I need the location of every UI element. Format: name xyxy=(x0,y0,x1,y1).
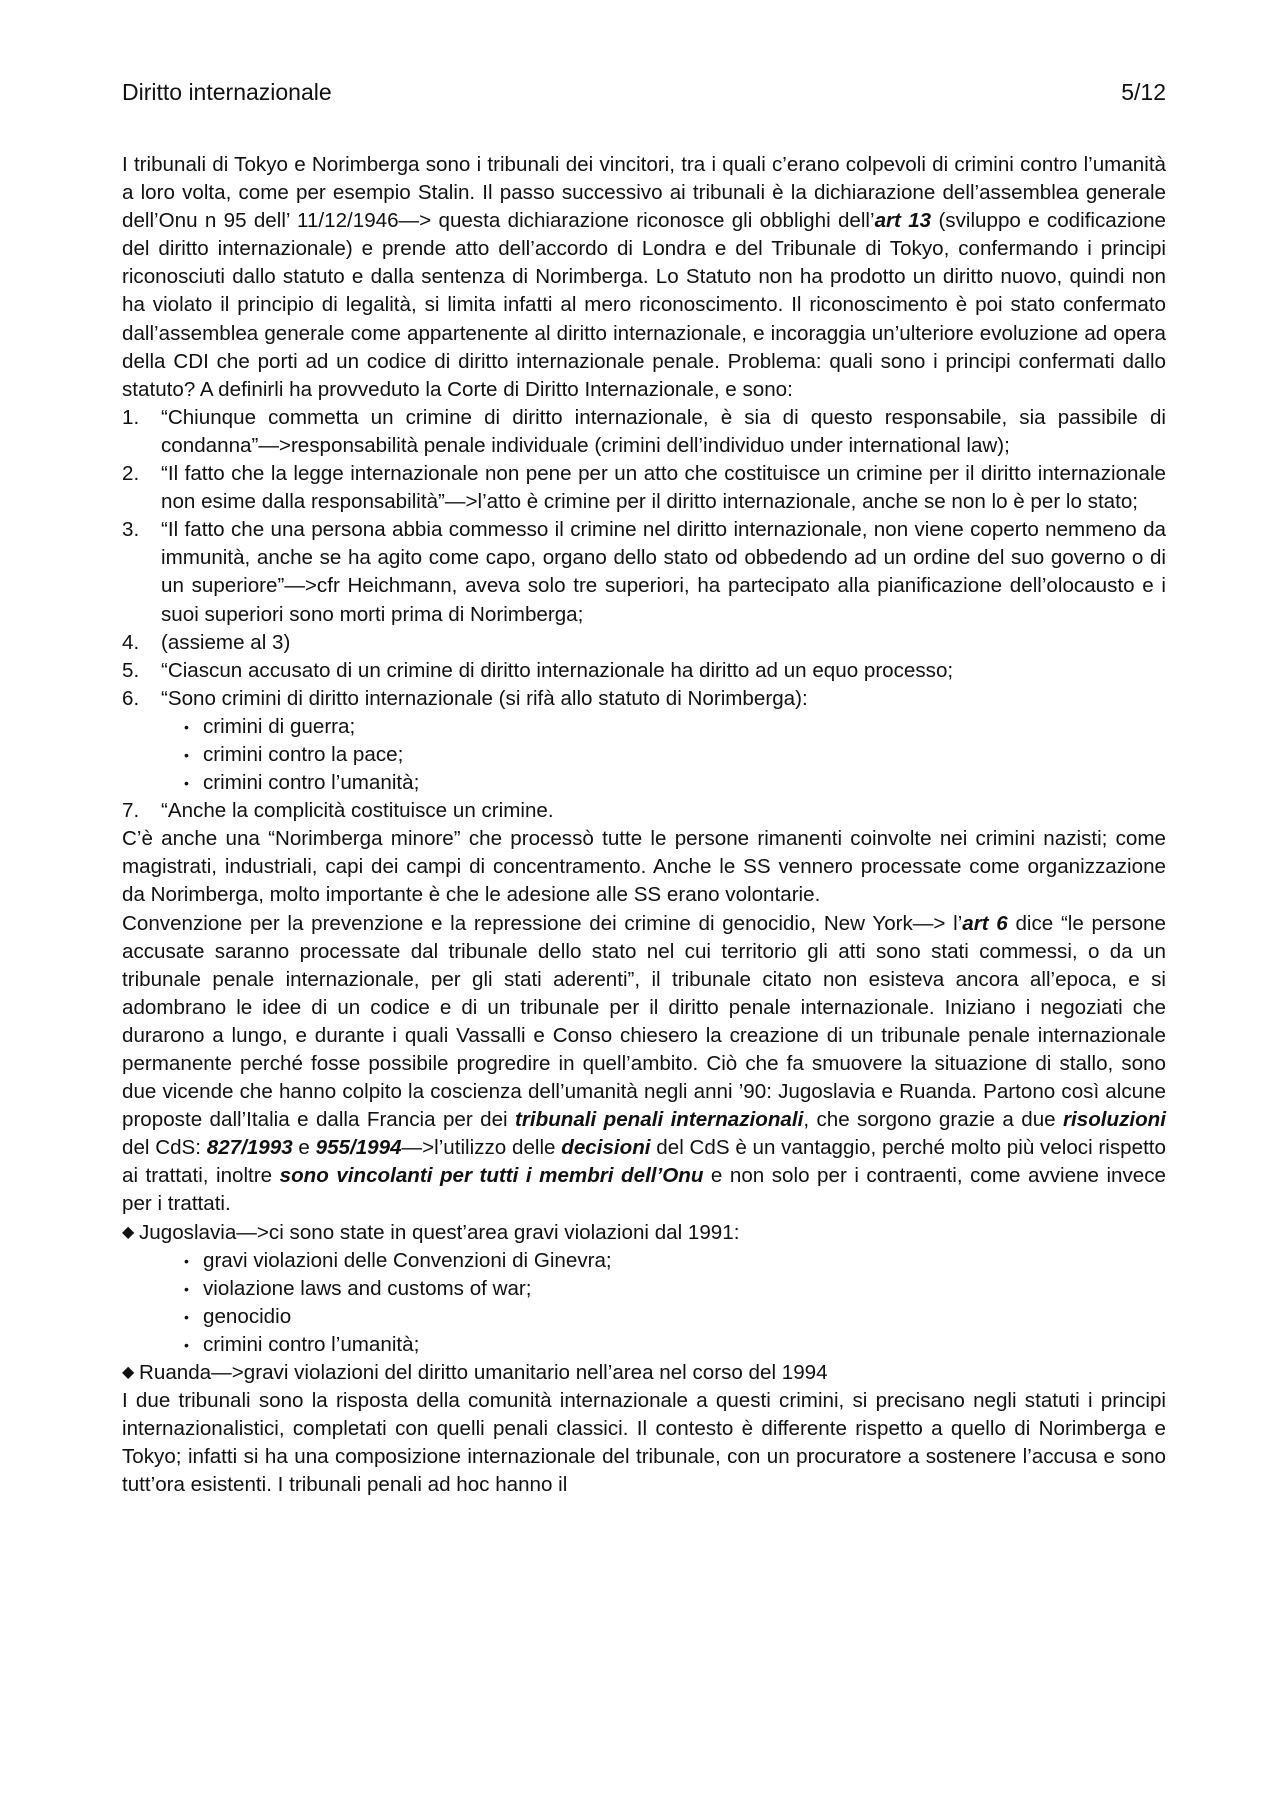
list-item-text: gravi violazioni delle Convenzioni di Ginevra; xyxy=(203,1248,612,1272)
list-item xyxy=(122,1275,1166,1303)
bullet-icon: • xyxy=(184,775,189,792)
text-run: e xyxy=(292,1136,316,1160)
text-run: del CdS è un vantaggio, perché molto più veloci rispetto ai trattati, inoltre xyxy=(122,1136,1166,1188)
list-item xyxy=(122,1303,1166,1331)
list-item-text: crimini contro l’umanità; xyxy=(203,771,420,795)
list-item-text: (assieme al 3) xyxy=(161,630,291,654)
document-body xyxy=(122,151,1166,1500)
list-number: 2. xyxy=(122,462,140,486)
list-item-text: crimini contro la pace; xyxy=(203,742,404,766)
bullet-icon: • xyxy=(184,1308,189,1325)
paragraph-norimberga-minore: C’è anche una “Norimberga minore” che processò tutte le persone rimanenti coinvolte nei crimini nazisti; come magistrati, industriali, capi dei campi di concentramento. Anche le SS vennero processate come organizzazione da Norimberga, molto importante è che le adesione alle SS erano volontarie. xyxy=(122,827,1166,907)
list-item xyxy=(122,1247,1166,1275)
list-item-text: “Ciascun accusato di un crimine di diritto internazionale ha diritto ad un equo processo; xyxy=(161,658,954,682)
text-run: Convenzione per la prevenzione e la repressione dei crimine di genocidio, New York—> l’ xyxy=(122,911,963,935)
bullet-icon: • xyxy=(184,1252,189,1269)
list-number: 6. xyxy=(122,686,140,710)
emphasis-text: decisioni xyxy=(561,1136,651,1160)
paragraph-tribunali-vincitori xyxy=(122,151,1166,404)
page-number: 5/12 xyxy=(1121,79,1166,105)
list-item-text: crimini di guerra; xyxy=(203,714,356,738)
list-item xyxy=(122,657,1166,685)
text-run: I tribunali di Tokyo e Norimberga sono i tribunali dei vincitori, tra i quali c’erano colpevoli di crimini contro l’umanità a loro volta, come per esempio Stalin. Il passo successivo ai tribunali è la dichiarazione dell’assemblea generale dell’Onu n 95 dell’ 11/12/1946—> questa dichiarazione riconosce gli obblighi dell’ xyxy=(122,153,1166,233)
bullet-icon: • xyxy=(184,1280,189,1297)
resolution-reference: 955/1994 xyxy=(315,1136,402,1160)
list-item-text: crimini contro l’umanità; xyxy=(203,1332,420,1356)
bullet-icon: • xyxy=(184,746,189,763)
emphasis-text: sono vincolanti per tutti i membri dell’Onu xyxy=(279,1164,704,1188)
text-run: —>l’utilizzo delle xyxy=(401,1136,562,1160)
ruanda-text: Ruanda—>gravi violazioni del diritto umanitario nell’area nel corso del 1994 xyxy=(139,1361,828,1385)
list-item xyxy=(122,685,1166,713)
jugoslavia-line xyxy=(122,1219,1166,1247)
text-run: e non solo per i contraenti, come avviene invece per i trattati. xyxy=(122,1164,1166,1216)
list-item-text: “Il fatto che una persona abbia commesso il crimine nel diritto internazionale, non viene coperto nemmeno da immunità, anche se ha agito come capo, organo dello stato od obbedendo ad un ordine del suo governo o di un superiore”—>cfr Heichmann, aveva solo tre superiori, ha partecipato alla pianificazione dell’olocausto e i suoi superiori sono morti prima di Norimberga; xyxy=(161,518,1166,626)
jugoslavia-text: Jugoslavia—>ci sono state in quest’area gravi violazioni dal 1991: xyxy=(139,1220,740,1244)
paragraph-convenzione-genocidio xyxy=(122,910,1166,1219)
list-number: 4. xyxy=(122,630,140,654)
list-item xyxy=(122,769,1166,797)
bullet-icon: • xyxy=(184,718,189,735)
art-6-reference: art 6 xyxy=(962,911,1008,935)
list-item-text: violazione laws and customs of war; xyxy=(203,1276,532,1300)
page-header xyxy=(122,76,1166,108)
list-item xyxy=(122,1331,1166,1359)
list-item-text: genocidio xyxy=(203,1304,292,1328)
diamond-bullet-icon: ◆ xyxy=(122,1223,135,1241)
list-number: 3. xyxy=(122,518,140,542)
jugoslavia-violations-list xyxy=(122,1247,1166,1359)
crimes-list xyxy=(122,713,1166,797)
principles-list-continued xyxy=(122,797,1166,825)
list-item xyxy=(122,516,1166,628)
list-item xyxy=(122,404,1166,460)
paragraph-due-tribunali: I due tribunali sono la risposta della comunità internazionale a questi crimini, si precisano negli statuti i principi internazionalistici, completati con quelli penali classici. Il contesto è differente rispetto a quello di Norimberga e Tokyo; infatti si ha una composizione internazionale del tribunale, con un procuratore a sostenere l’accusa e sono tutt’ora esistenti. I tribunali penali ad hoc hanno il xyxy=(122,1389,1166,1497)
list-item xyxy=(122,460,1166,516)
resolution-reference: 827/1993 xyxy=(206,1136,293,1160)
principles-list xyxy=(122,404,1166,713)
list-item xyxy=(122,629,1166,657)
list-item-text: “Il fatto che la legge internazionale non pene per un atto che costituisce un crimine per il diritto internazionale non esime dalla responsabilità”—>l’atto è crimine per il diritto internazionale, anche se non lo è per lo stato; xyxy=(161,462,1166,514)
list-item-text: “Anche la complicità costituisce un crimine. xyxy=(161,799,554,823)
list-item xyxy=(122,741,1166,769)
list-item xyxy=(122,713,1166,741)
list-number: 1. xyxy=(122,405,140,429)
document-title: Diritto internazionale xyxy=(122,79,332,105)
bullet-icon: • xyxy=(184,1336,189,1353)
list-number: 5. xyxy=(122,658,140,682)
list-item-text: “Sono crimini di diritto internazionale (si rifà allo statuto di Norimberga): xyxy=(161,686,808,710)
emphasis-text: tribunali penali internazionali xyxy=(515,1108,804,1132)
emphasis-text: risoluzioni xyxy=(1063,1108,1166,1132)
text-run: dice “le persone accusate saranno processate dal tribunale dello stato nel cui territorio gli atti sono stati commessi, o da un tribunale penale internazionale, per gli stati aderenti”, il tribunale citato non esisteva ancora all’epoca, e si adombrano le idee di un codice e di un tribunale per il diritto penale internazionale. Iniziano i negoziati che durarono a lungo, e durante i quali Vassalli e Conso chiesero la creazione di un tribunale penale internazionale permanente perché fosse possibile progredire in quell’ambito. Ciò che fa smuovere la situazione di stallo, sono due vicende che hanno colpito la coscienza dell’umanità negli anni ’90: Jugoslavia e Ruanda. Partono così alcune proposte dall’Italia e dalla Francia per dei xyxy=(122,911,1166,1132)
ruanda-line xyxy=(122,1359,1166,1387)
text-run: (sviluppo e codificazione del diritto internazionale) e prende atto dell’accordo di Londra e del Tribunale di Tokyo, confermando i principi riconosciuti dallo statuto e dalla sentenza di Norimberga. Lo Statuto non ha prodotto un diritto nuovo, quindi non ha violato il principio di legalità, si limita infatti al mero riconoscimento. Il riconoscimento è poi stato confermato dall’assemblea generale come appartenente al diritto internazionale, e incoraggia un’ulteriore evoluzione ad opera della CDI che porti ad un codice di diritto internazionale penale. Problema: quali sono i principi confermati dallo statuto? A definirli ha provveduto la Corte di Diritto Internazionale, e sono: xyxy=(122,209,1166,401)
diamond-bullet-icon: ◆ xyxy=(122,1364,135,1382)
art-13-reference: art 13 xyxy=(874,209,932,233)
list-item xyxy=(122,797,1166,825)
text-run: , che sorgono grazie a due xyxy=(803,1108,1064,1132)
list-number: 7. xyxy=(122,799,140,823)
text-run: del CdS: xyxy=(122,1136,207,1160)
list-item-text: “Chiunque commetta un crimine di diritto internazionale, è sia di questo responsabile, sia passibile di condanna”—>responsabilità penale individuale (crimini dell’individuo under international law); xyxy=(161,405,1166,457)
